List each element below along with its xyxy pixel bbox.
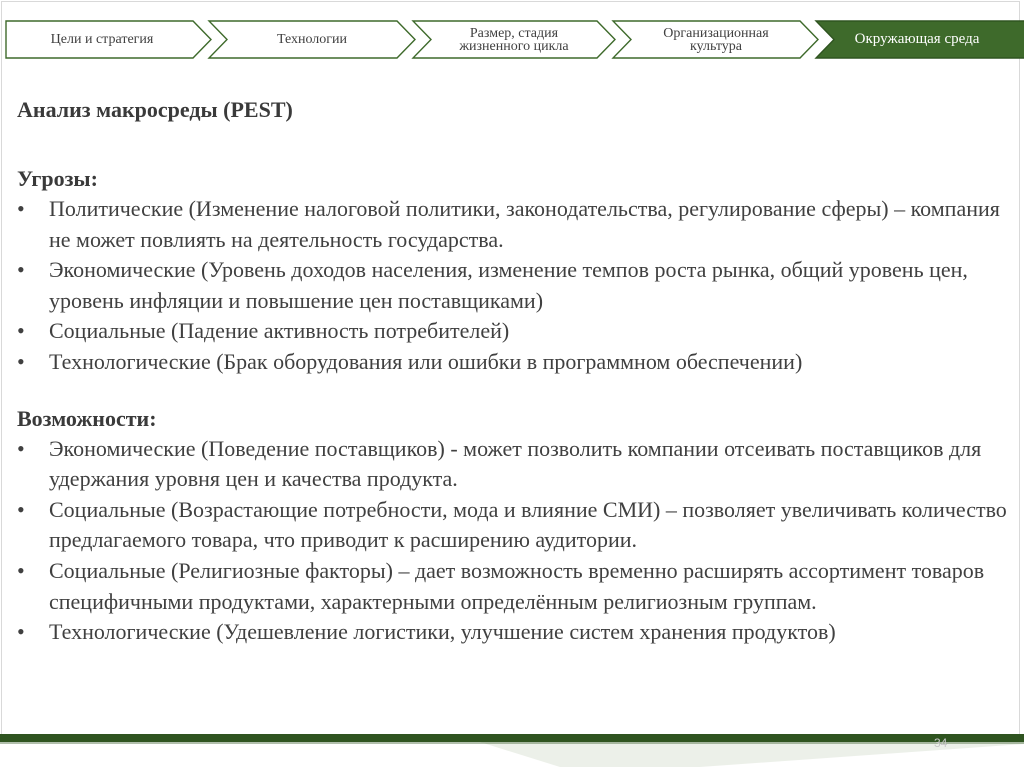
bullet-mark: • bbox=[17, 619, 25, 645]
threats-heading: Угрозы: bbox=[17, 166, 98, 191]
nav-step-technologies[interactable]: Технологии bbox=[276, 32, 348, 47]
process-nav bbox=[6, 21, 1024, 58]
nav-step-environment[interactable]: Окружающая среда bbox=[854, 31, 980, 47]
bullet-mark: • bbox=[17, 257, 25, 283]
bullet-mark: • bbox=[17, 348, 25, 374]
slide-content bbox=[17, 94, 1017, 648]
opportunities-heading: Возможности: bbox=[17, 405, 157, 431]
list-item: • Экономические (Уровень доходов населения, изменение темпов роста рынка, общий уровень цен, уровень инфляции и повышение цен поставщиками) bbox=[17, 257, 968, 313]
footer-stripe bbox=[0, 734, 1024, 742]
bullet-mark: • bbox=[17, 557, 25, 583]
threats-list bbox=[17, 194, 1017, 378]
list-item: • Социальные (Религиозные факторы) – дает возможность временно расширять ассортимент товаров специфичными продуктами, характерными определённым религиозным группам. bbox=[17, 557, 985, 614]
list-item: • Социальные (Падение активность потребителей) bbox=[17, 316, 1017, 347]
bullet-mark: • bbox=[17, 496, 25, 522]
bullet-mark: • bbox=[17, 196, 25, 221]
list-item: • Социальные (Возрастающие потребности, мода и влияние СМИ) – позволяет увеличивать количество предлагаемого товара, что приводит к расширению аудитории. bbox=[17, 496, 1007, 553]
nav-step-org-culture[interactable]: Организационная культура bbox=[663, 25, 769, 54]
bullet-mark: • bbox=[17, 435, 25, 461]
nav-step-size-lifecycle[interactable]: Размер, стадия жизненного цикла bbox=[459, 25, 569, 54]
list-item: • Технологические (Брак оборудования или ошибки в программном обеспечении) bbox=[17, 347, 1017, 378]
bullet-mark: • bbox=[17, 318, 25, 344]
page-title: Анализ макросреды (PEST) bbox=[17, 97, 293, 122]
opportunities-list bbox=[17, 434, 1017, 648]
slide-number: 34 bbox=[934, 736, 948, 750]
list-item: • Политические (Изменение налоговой политики, законодательства, регулирование сферы) – компания не может повлиять на деятельность государства. bbox=[17, 196, 1000, 252]
list-item: • Технологические (Удешевление логистики, улучшение систем хранения продуктов) bbox=[17, 617, 1017, 648]
footer-band bbox=[0, 730, 1024, 770]
list-item: • Экономические (Поведение поставщиков) - может позволить компании отсеивать поставщиков для удержания уровня цен и качества продукта. bbox=[17, 435, 982, 492]
nav-step-cели[interactable]: Цели и стратегия bbox=[50, 32, 154, 47]
